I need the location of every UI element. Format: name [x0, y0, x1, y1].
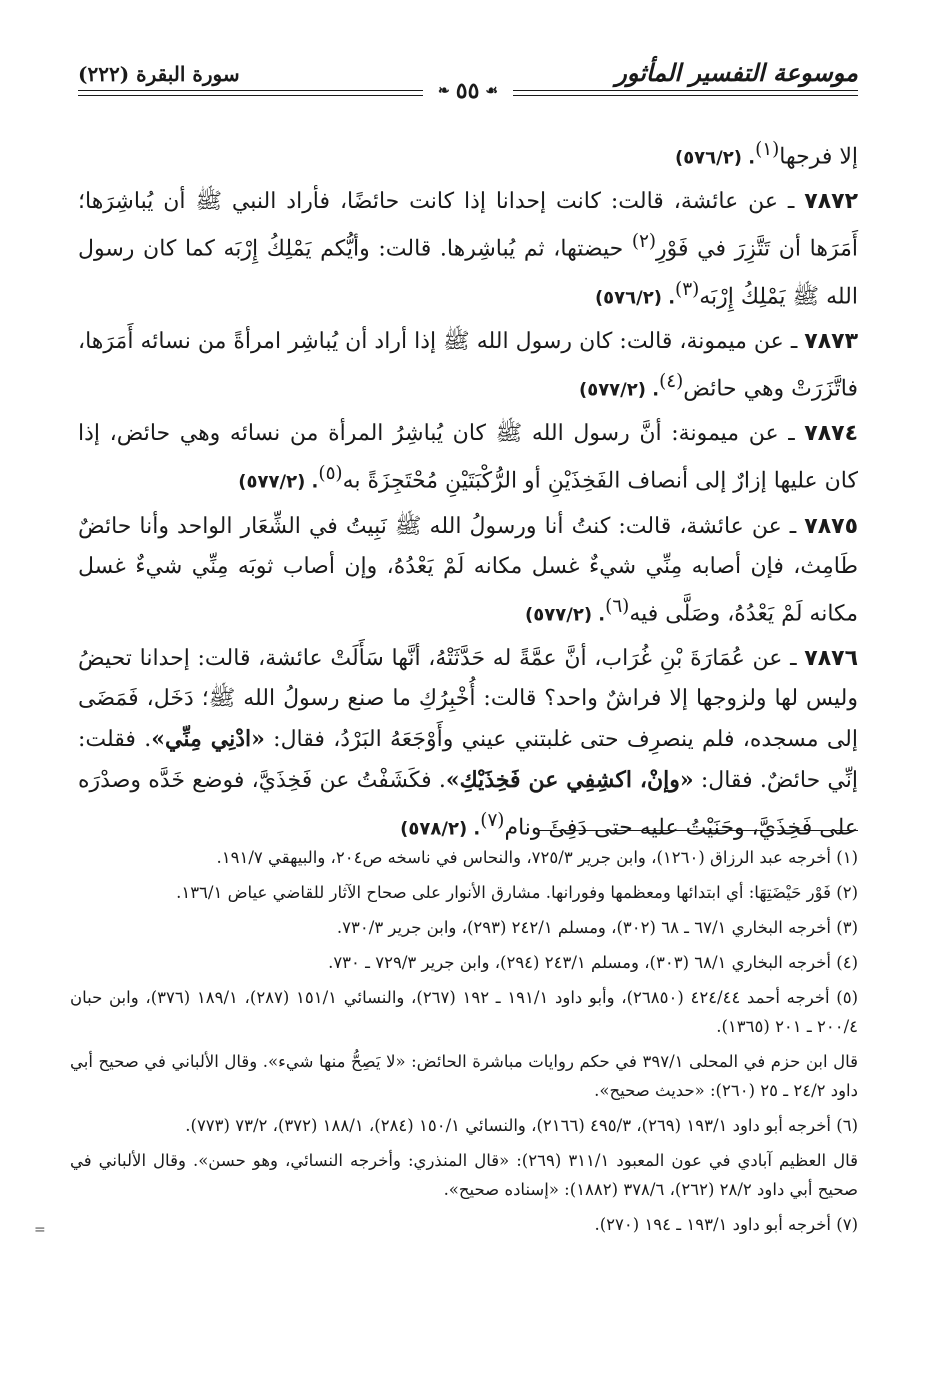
hadith-text: ـ عن ميمونة: أنَّ رسول الله ﷺ كان يُباشِرُ المرأة من نسائه وهي حائض، إذا كان عليها إزارٌ إلى أنصاف الفَخِذَيْنِ أو الرُّكْبَتَيْنِ مُحْتَجِزَةً به [78, 421, 858, 494]
volume-ref: . (٥٧٦/٢) [594, 286, 676, 308]
footnote-item: (٤) أخرجه البخاري ٦٨/١ (٣٠٣)، ومسلم ٢٤٣/١ (٢٩٤)، وابن جرير ٧٢٩/٣ ـ ٧٣٠. [328, 953, 858, 972]
hadith-number: ٧٨٧٤ [804, 421, 858, 447]
footnotes [70, 843, 858, 1245]
footnote-item: (٣) أخرجه البخاري ٦٧/١ ـ ٦٨ (٣٠٢)، ومسلم ٢٤٢/١ (٢٩٣)، وابن جرير ٧٣٠/٣. [336, 918, 858, 937]
prophet-quote: «وإنْ، اكشِفِي عن فَخِذَيْكِ» [445, 766, 694, 793]
intro-paragraph [78, 130, 858, 178]
page-number [430, 78, 506, 104]
intro-text: إلا فرجها [779, 144, 858, 170]
footnote-marker: (٢) [631, 231, 656, 253]
hadith-number: ٧٨٧٣ [804, 328, 858, 354]
surah-label: سورة البقرة (٢٢٢) [78, 62, 240, 86]
prophet-quote: «ادْنِي مِنِّي» [151, 725, 265, 752]
footnote-item: (٦) أخرجه أبو داود ١٩٣/١ (٢٦٩)، ٤٩٥/٣ (٢١٦٦)، والنسائي ١٥٠/١ (٢٨٤)، ١٨٨/١ (٣٧٢)، ٧٣/٢ (٧٧٣). [185, 1116, 858, 1135]
footnote-item: قال العظيم آبادي في عون المعبود ٣١١/١ (٢٦٩): «قال المنذري: وأخرجه النسائي، وهو حسن». وقال الألباني في صحيح أبي داود ٢٨/٢ (٢٦٢)، ٣٧٨/٦ (١٨٨٢): «إسناده صحيح». [70, 1151, 858, 1199]
volume-ref: . (٥٧٨/٢) [400, 818, 481, 840]
footnote-item: (٧) أخرجه أبو داود ١٩٣/١ ـ ١٩٤ (٢٧٠). [594, 1215, 858, 1234]
footnote-marker: (٧) [480, 809, 505, 831]
hadith-number: ٧٨٧٦ [804, 645, 858, 671]
footnote-item: قال ابن حزم في المحلى ٣٩٧/١ في حكم روايات مباشرة الحائض: «لا يَصِحُّ منها شيء». وقال الألباني في صحيح أبي داود ٢٤/٢ ـ ٢٥ (٢٦٠): «حديث صحيح». [70, 1052, 858, 1100]
hadith-text: حيضتها، ثم يُباشِرها. قالت: وأيُّكم يَمْلِكُ إِرْبَه كما كان رسول الله ﷺ يَمْلِكُ إِرْبَه [78, 236, 858, 309]
footnote-marker: (٥) [318, 463, 343, 485]
hadith-7873 [78, 322, 858, 410]
page-header [78, 50, 858, 110]
footnote-separator [538, 830, 858, 831]
hadith-7872 [78, 182, 858, 318]
hadith-text: ـ عن عائشة، قالت: كنتُ أنا ورسولُ الله ﷺ نَبِيتُ في الشِّعَار الواحد وأنا حائضٌ طَامِث، فإن أصابه مِنِّي شيءٌ غسل مكانه لَمْ يَعْدُهُ، وإن أصاب ثوبَه مِنِّي شيءٌ غسل مكانه لَمْ يَعْدُهُ، وصَلَّى فيه [78, 513, 858, 626]
footnote-marker: (١) [755, 139, 780, 160]
footnote-item: (٥) أخرجه أحمد ٤٢٤/٤٤ (٢٦٨٥٠)، وأبو داود ١٩١/١ ـ ١٩٢ (٢٦٧)، والنسائي ١٥١/١ (٢٨٧)، ١٨٩/١ (٣٧٦)، وابن حبان ٢٠٠/٤ ـ ٢٠١ (١٣٦٥). [70, 988, 859, 1036]
rule-right [513, 90, 858, 96]
book-title: موسوعة التفسير المأثور [615, 58, 858, 87]
footnote-item: (١) أخرجه عبد الرزاق (١٢٦٠)، وابن جرير ٧٢٥/٣، والنحاس في ناسخه ص٢٠٤، والبيهقي ١٩١/٧. [216, 848, 858, 867]
main-text [78, 130, 858, 853]
page-number-text: ٥٥ [455, 78, 480, 104]
footnote-marker: (٦) [605, 595, 630, 617]
margin-mark: = [34, 1222, 46, 1238]
volume-ref: . (٥٧٧/٢) [238, 471, 319, 493]
footnote-marker: (٣) [675, 278, 700, 300]
ornament-left-icon: ❧ [438, 83, 450, 99]
hadith-7876 [78, 639, 858, 849]
hadith-text: . فكَشَفْتُ عن فَخِذَيَّ، فوضع خَدَّه وصدْرَه على فَخِذَيَّ، وحَنَيْتُ عليه حتى دَفِئَ ونام [78, 767, 858, 841]
hadith-7874 [78, 414, 858, 502]
hadith-7875 [78, 507, 858, 635]
hadith-number: ٧٨٧٢ [804, 189, 858, 215]
hadith-text: ـ عن عُمَارَةَ بْنِ غُرَاب، أنَّ عمَّةً له حَدَّثَتْهُ، أنَّها سَأَلَتْ عائشة، قالت: إحدانا تحيضُ وليس لها ولزوجها إلا فراشٌ واحد؟ قالت: أُخْبِرُكِ ما صنع رسولُ الله ﷺ؛ دَخَل، فَمَضَى إلى مسجده، فلم ينصرِف حتى غلبتني عيني وأَوْجَعَهُ البَرْدُ، فقال: [78, 645, 859, 752]
volume-ref: . (٥٧٦/٢) [674, 147, 756, 169]
ornament-right-icon: ☙ [485, 83, 498, 99]
volume-ref: . (٥٧٧/٢) [525, 603, 606, 625]
hadith-number: ٧٨٧٥ [804, 513, 858, 539]
footnote-item: (٢) فَوْر حَيْضَتِهَا: أي ابتدائها ومعظمها وفورانها. مشارق الأنوار على صحاح الآثار للقاضي عياض ١٣٦/١. [176, 883, 858, 902]
hadith-text: ـ عن ميمونة، قالت: كان رسول الله ﷺ إذا أراد أن يُباشِر امرأةً من نسائه أَمَرَها، فاتَّزَرَتْ وهي حائض [78, 328, 858, 402]
hadith-text: ـ عن عائشة، قالت: كانت إحدانا إذا كانت حائضًا، فأراد النبي ﷺ أن يُباشِرَها؛ أَمَرَها أن تَتَّزِرَ في فَوْرِ [78, 189, 859, 262]
hadith-text: . فقلت: إنِّي حائضٌ. فقال: [78, 726, 859, 793]
footnote-marker: (٤) [659, 370, 684, 392]
volume-ref: . (٥٧٧/٢) [578, 379, 660, 401]
rule-left [78, 90, 423, 96]
